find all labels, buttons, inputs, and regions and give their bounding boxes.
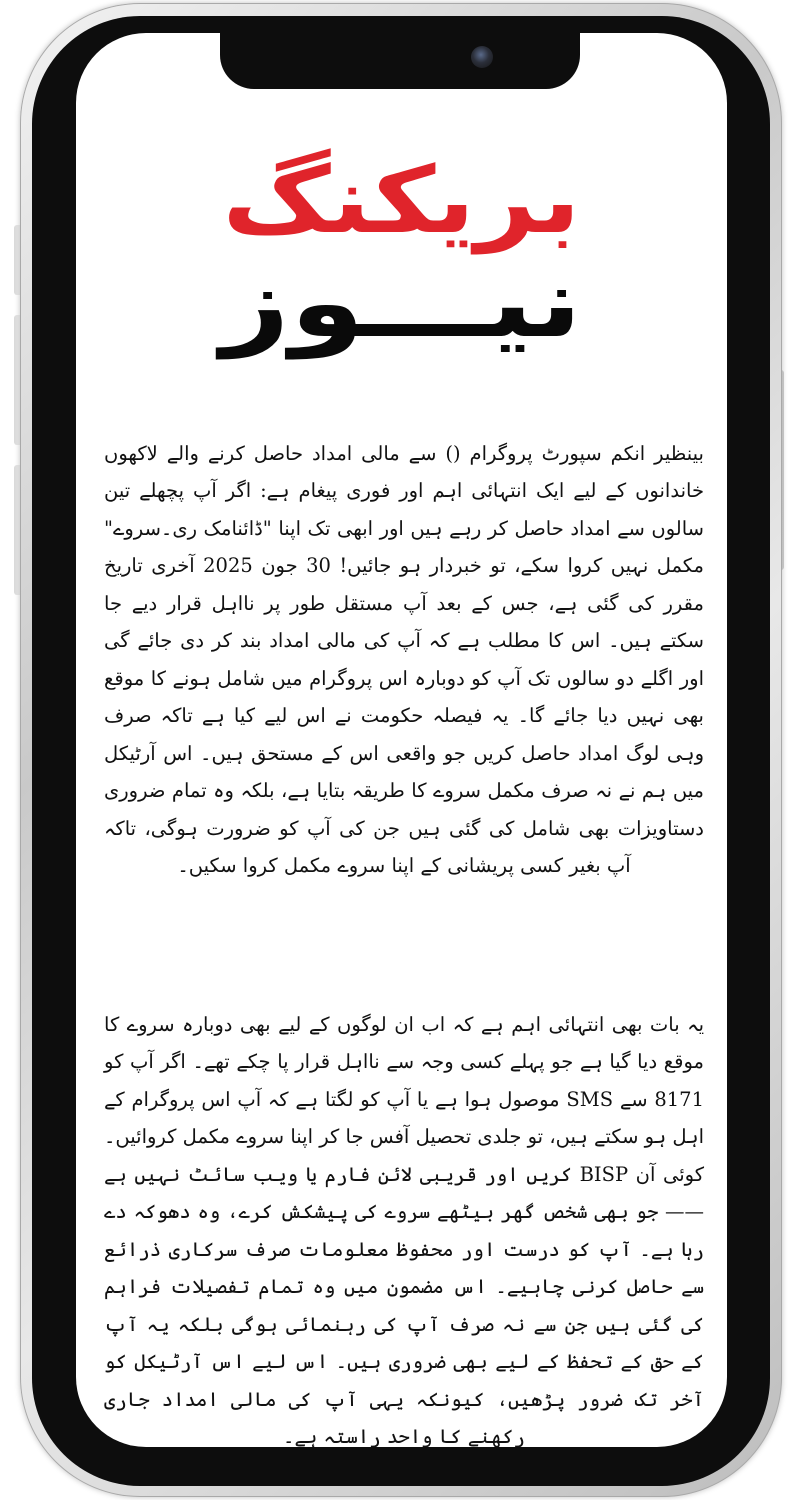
article-paragraph-2: یہ بات بھی انتہائی اہم ہے کہ اب ان لوگوں کے لیے بھی دوبارہ سروے کا موقع دیا گیا ہے جو پہلے کسی وجہ سے نااہل قرار پا چکے تھے۔ اگر آپ کو 8171 سے SMS موصول ہوا ہے یا آپ کو لگتا ہے کہ آپ اس پروگرام کے اہل ہو سکتے ہیں، تو جلدی تحصیل آفس جا کر اپنا سروے مکمل کروائیں۔ کوئی آن BISP کریں اور قریبی لائن فارم یا ویب سائٹ نہیں ہے —— جو بھی شخص گھر بیٹھے سروے کی پیشکش کرے، وہ دھوکہ دے رہا ہے۔ آپ کو درست اور محفوظ معلومات صرف سرکاری ذرائع سے حاصل کرنی چاہیے۔ اس مضمون میں وہ تمام تفصیلات فراہم کی گئی ہیں جن سے نہ صرف آپ کی رہنمائی ہوگی بلکہ یہ آپ کے حق کے تحفظ کے لیے بھی ضروری ہیں۔ اس لیے اس آرٹیکل کو آخر تک ضرور پڑھیں، کیونکہ یہی آپ کی مالی امداد جاری رکھنے کا واحد راستہ ہے۔ <box>104 1012 704 1447</box>
news-headline: نیـــوز <box>220 247 583 359</box>
front-camera-icon <box>471 46 493 68</box>
breaking-headline: بریکنگ <box>222 147 581 254</box>
phone-screen <box>76 33 727 1447</box>
phone-notch <box>220 33 580 89</box>
article-paragraph-1: بینظیر انکم سپورٹ پروگرام () سے مالی امداد حاصل کرنے والے لاکھوں خاندانوں کے لیے ایک انتہائی اہم اور فوری پیغام ہے: اگر آپ پچھلے تین سالوں سے امداد حاصل کر رہے ہیں اور ابھی تک اپنا "ڈائنامک ری۔سروے" مکمل نہیں کروا سکے، تو خبردار ہو جائیں! 30 جون 2025 آخری تاریخ مقرر کی گئی ہے، جس کے بعد آپ مستقل طور پر نااہل قرار دیے جا سکتے ہیں۔ اس کا مطلب ہے کہ آپ کی مالی امداد بند کر دی جائے گی اور اگلے دو سالوں تک آپ کو دوبارہ اس پروگرام میں شامل ہونے کا موقع بھی نہیں دیا جائے گا۔ یہ فیصلہ حکومت نے اس لیے کیا ہے تاکہ صرف وہی لوگ امداد حاصل کریں جو واقعی اس کے مستحق ہیں۔ اس آرٹیکل میں ہم نے نہ صرف مکمل سروے کا طریقہ بتایا ہے، بلکہ وہ تمام ضروری دستاویزات بھی شامل کی گئی ہیں جن کی آپ کو ضرورت ہوگی، تاکہ آپ بغیر کسی پریشانی کے اپنا سروے مکمل کروا سکیں۔ <box>104 441 704 877</box>
